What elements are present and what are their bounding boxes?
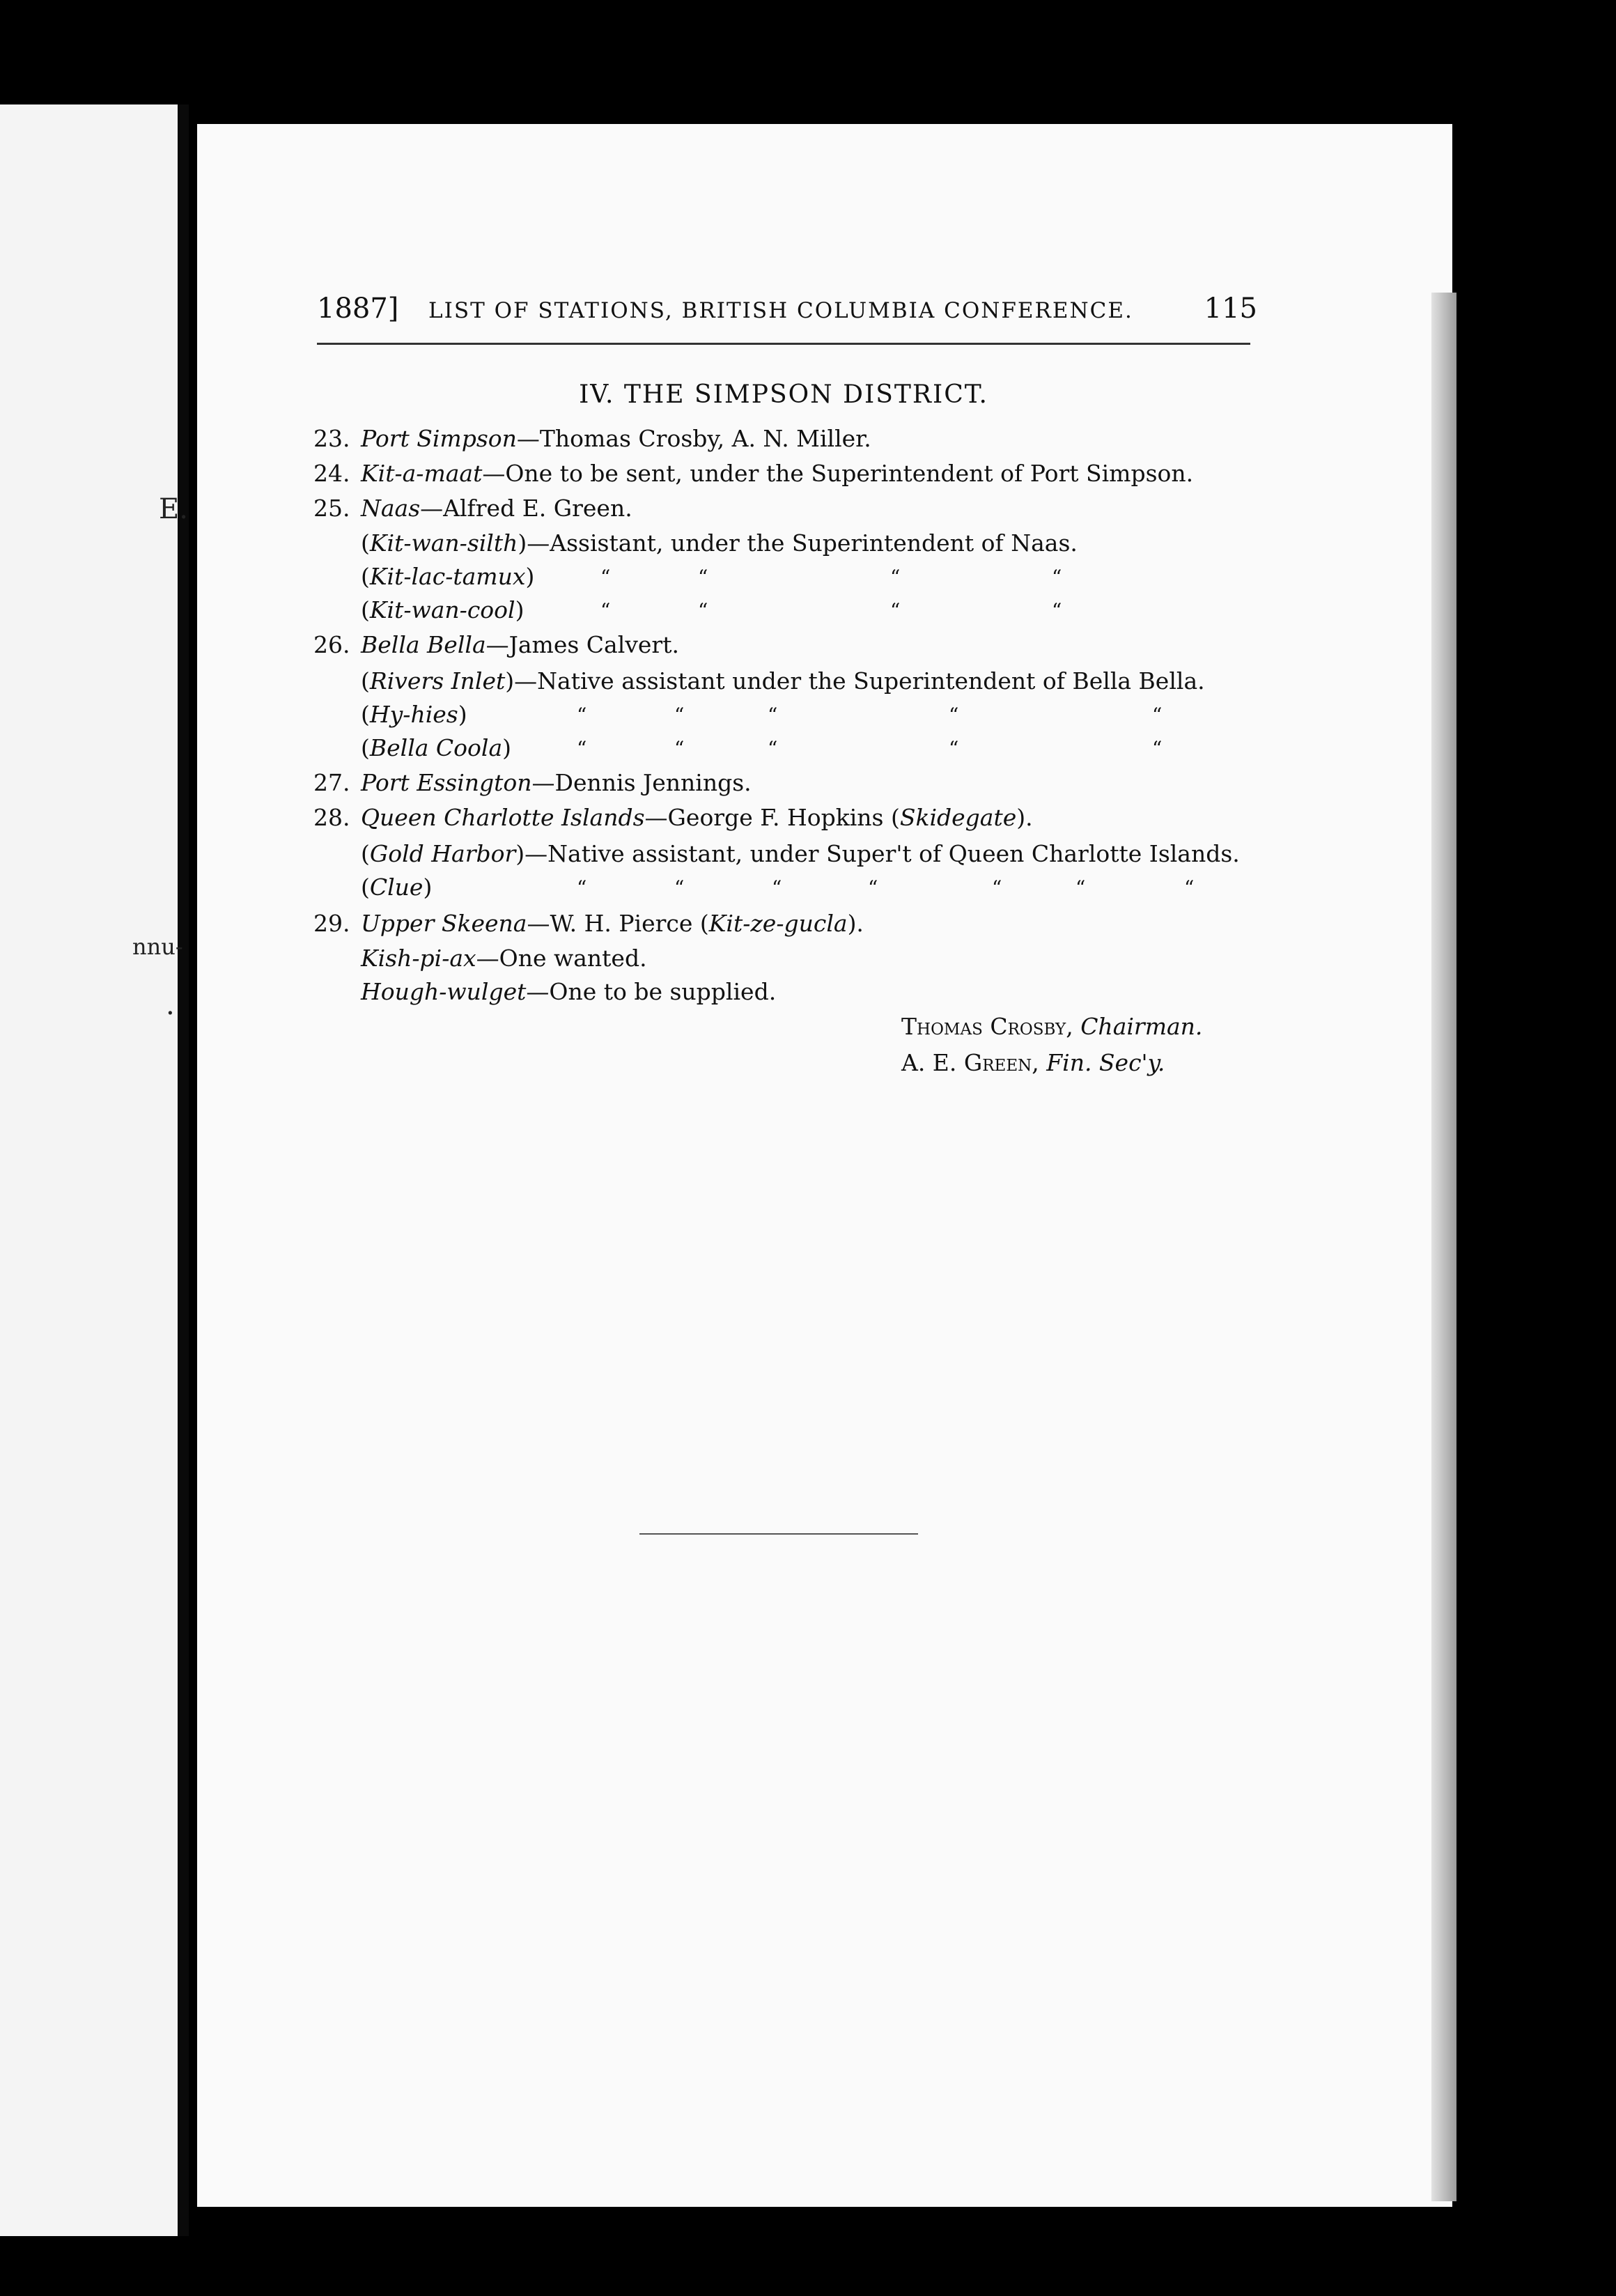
- ditto-mark: “: [890, 599, 901, 622]
- station-location: Kit-ze-gucla: [708, 910, 848, 937]
- station-name: Kish-pi-ax: [361, 945, 476, 972]
- ditto-mark: “: [772, 876, 782, 899]
- ditto-mark: “: [674, 704, 685, 727]
- ditto-mark: “: [1052, 599, 1062, 622]
- sub-station-entry: [361, 945, 647, 972]
- station-name: Bella Coola: [369, 734, 503, 761]
- entry-text: —W. H. Pierce (: [527, 910, 709, 937]
- header-rule: [317, 343, 1250, 345]
- station-name: Kit-lac-tamux: [369, 563, 526, 590]
- entry-text: —One to be supplied.: [526, 978, 777, 1005]
- entry-text: —One to be sent, under the Superintendent of Port Simpson.: [482, 460, 1194, 487]
- entry-number: 26.: [313, 631, 350, 658]
- station-name: Kit-a-maat: [361, 460, 483, 487]
- entry-text: —Alfred E. Green.: [420, 495, 632, 522]
- station-name: Bella Bella: [361, 631, 486, 658]
- ditto-mark: “: [577, 704, 587, 727]
- page-edge: [1431, 293, 1456, 2201]
- ditto-mark: “: [698, 599, 708, 622]
- station-name: Hy-hies: [369, 701, 458, 728]
- entry-text: —Native assistant under the Superintendent of Bella Bella.: [514, 667, 1205, 695]
- signature-chairman: Thomas Crosby, Chairman.: [901, 1013, 1203, 1040]
- ditto-mark: “: [577, 737, 587, 760]
- entry-number: 28.: [313, 804, 350, 831]
- station-name: Queen Charlotte Islands: [361, 804, 645, 831]
- signatory-name: A. E. Green: [901, 1049, 1032, 1076]
- ditto-mark: “: [1152, 704, 1163, 727]
- ditto-mark: “: [600, 599, 611, 622]
- entry-number: 23.: [313, 425, 350, 452]
- sub-station-entry: (Hy-hies): [361, 701, 467, 728]
- sub-station-entry: [361, 978, 776, 1005]
- entry-text: —James Calvert.: [485, 631, 679, 658]
- station-name: Upper Skeena: [361, 910, 527, 937]
- ditto-mark: “: [698, 566, 708, 589]
- ditto-mark: “: [949, 737, 959, 760]
- station-name: Gold Harbor: [369, 840, 516, 867]
- station-location: Skidegate: [899, 804, 1017, 831]
- sub-station-entry: (Clue): [361, 874, 433, 901]
- sub-station-entry: (Kit-wan-cool): [361, 596, 525, 623]
- entry-text: —Thomas Crosby, A. N. Miller.: [516, 425, 871, 452]
- ditto-mark: “: [674, 876, 685, 899]
- district-title: IV. THE SIMPSON DISTRICT.: [579, 380, 988, 409]
- running-head: [317, 293, 1257, 334]
- ditto-mark: “: [768, 737, 778, 760]
- sub-station-entry: (Gold Harbor)—Native assistant, under Super't of Queen Charlotte Islands.: [361, 840, 1240, 867]
- ditto-mark: “: [674, 737, 685, 760]
- station-name: Hough-wulget: [361, 978, 527, 1005]
- fragment-text: E.: [159, 493, 188, 525]
- station-name: Clue: [369, 874, 424, 901]
- entry-text-end: ).: [847, 910, 864, 937]
- entry-number: 24.: [313, 460, 350, 487]
- sub-station-entry: (Kit-lac-tamux): [361, 563, 535, 590]
- station-name: Rivers Inlet: [369, 667, 506, 695]
- header-year: 1887]: [317, 293, 399, 325]
- fragment-text: .: [166, 989, 175, 1021]
- station-name: Naas: [361, 495, 421, 522]
- station-name: Kit-wan-silth: [369, 529, 518, 557]
- ditto-mark: “: [949, 704, 959, 727]
- signatory-role: Chairman.: [1080, 1013, 1203, 1040]
- ditto-mark: “: [600, 566, 611, 589]
- header-title: LIST OF STATIONS, BRITISH COLUMBIA CONFERENCE.: [428, 298, 1133, 323]
- signature-secretary: A. E. Green, Fin. Sec'y.: [901, 1049, 1165, 1076]
- ditto-mark: “: [992, 876, 1002, 899]
- ditto-mark: “: [768, 704, 778, 727]
- ditto-mark: “: [868, 876, 878, 899]
- facing-page-fragment: [0, 104, 189, 2236]
- ditto-mark: “: [577, 876, 587, 899]
- station-name: Port Essington: [361, 769, 532, 796]
- closing-rule: [639, 1533, 918, 1535]
- page-number: 115: [1204, 293, 1257, 325]
- entry-text: —One wanted.: [476, 945, 647, 972]
- sub-station-entry: (Rivers Inlet)—Native assistant under the Superintendent of Bella Bella.: [361, 667, 1205, 695]
- entry-number: 29.: [313, 910, 350, 937]
- entry-text: —George F. Hopkins (: [644, 804, 900, 831]
- sub-station-entry: (Bella Coola): [361, 734, 512, 761]
- entry-number: 25.: [313, 495, 350, 522]
- station-name: Port Simpson: [361, 425, 517, 452]
- entry-text-end: ).: [1016, 804, 1033, 831]
- station-name: Kit-wan-cool: [369, 596, 515, 623]
- ditto-mark: “: [890, 566, 901, 589]
- signatory-name: Thomas Crosby: [901, 1013, 1066, 1040]
- ditto-mark: “: [1152, 737, 1163, 760]
- ditto-mark: “: [1075, 876, 1086, 899]
- ditto-mark: “: [1184, 876, 1195, 899]
- sub-station-entry: (Kit-wan-silth)—Assistant, under the Superintendent of Naas.: [361, 529, 1078, 557]
- entry-text: —Native assistant, under Super't of Queen Charlotte Islands.: [525, 840, 1240, 867]
- entry-text: —Dennis Jennings.: [531, 769, 752, 796]
- entry-number: 27.: [313, 769, 350, 796]
- ditto-mark: “: [1052, 566, 1062, 589]
- entry-text: —Assistant, under the Superintendent of Naas.: [527, 529, 1078, 557]
- signatory-role: Fin. Sec'y.: [1046, 1049, 1165, 1076]
- fragment-text: nnu-: [132, 933, 183, 960]
